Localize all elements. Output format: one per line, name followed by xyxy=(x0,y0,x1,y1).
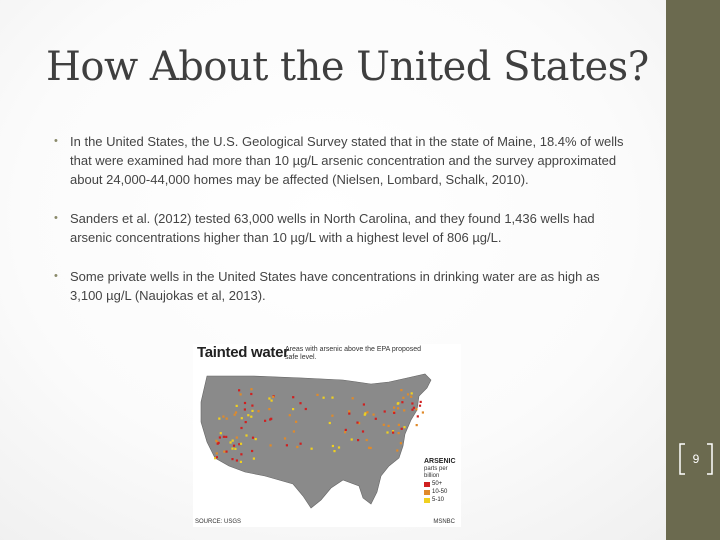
arsenic-dot xyxy=(316,394,318,396)
legend-swatch xyxy=(424,482,430,487)
map-source: SOURCE: USGS xyxy=(195,519,242,525)
arsenic-dot xyxy=(331,415,333,417)
arsenic-dot xyxy=(272,396,274,398)
arsenic-dot xyxy=(236,459,238,461)
bullet-text: In the United States, the U.S. Geological Survey stated that in the state of Maine, 18.4% of wells that were examined had more than 10 µg/L arsenic concentration and the survey approximated about 24,000-44,000 homes may be affected (Nielsen, Lombard, Schalk, 2010). xyxy=(70,134,624,187)
map-title: Tainted water xyxy=(197,344,289,361)
arsenic-dot xyxy=(357,439,359,441)
arsenic-dot xyxy=(292,396,294,398)
arsenic-dot xyxy=(311,448,313,450)
arsenic-dot xyxy=(250,393,252,395)
arsenic-dot xyxy=(411,409,413,411)
arsenic-dot xyxy=(396,449,398,451)
us-outline-shape xyxy=(201,374,431,508)
arsenic-dot xyxy=(240,443,242,445)
arsenic-dot xyxy=(329,422,331,424)
arsenic-dot xyxy=(344,431,346,433)
arsenic-dot xyxy=(416,424,418,426)
arsenic-dot xyxy=(398,432,400,434)
us-map-graphic xyxy=(193,362,461,527)
page-number-badge xyxy=(676,442,716,476)
arsenic-dot xyxy=(284,437,286,439)
arsenic-dot xyxy=(236,405,238,407)
arsenic-dot xyxy=(234,414,236,416)
arsenic-dot xyxy=(402,397,404,399)
arsenic-dot xyxy=(345,429,347,431)
arsenic-dot xyxy=(397,407,399,409)
arsenic-dot xyxy=(240,453,242,455)
bullet-list xyxy=(54,132,634,325)
bullet-dot-icon: • xyxy=(54,135,58,147)
arsenic-dot xyxy=(351,438,353,440)
arsenic-dot xyxy=(231,458,233,460)
arsenic-dot xyxy=(252,437,254,439)
arsenic-dot xyxy=(363,403,365,405)
arsenic-dot xyxy=(240,427,242,429)
arsenic-dot xyxy=(225,451,227,453)
arsenic-dot xyxy=(410,396,412,398)
arsenic-dot xyxy=(384,410,386,412)
arsenic-dot xyxy=(373,414,375,416)
arsenic-dot xyxy=(411,402,413,404)
arsenic-dot xyxy=(397,402,399,404)
arsenic-dot xyxy=(219,436,221,438)
arsenic-dot xyxy=(422,411,424,413)
arsenic-dot xyxy=(415,408,417,410)
arsenic-dot xyxy=(398,424,400,426)
arsenic-dot xyxy=(223,451,225,453)
arsenic-dot xyxy=(292,408,294,410)
arsenic-dot xyxy=(234,448,236,450)
legend-swatch xyxy=(424,498,430,503)
page-number: 9 xyxy=(692,452,700,466)
arsenic-dot xyxy=(222,416,224,418)
bullet-item xyxy=(54,267,634,305)
arsenic-dot xyxy=(300,443,302,445)
arsenic-dot xyxy=(333,450,335,452)
bullet-text: Sanders et al. (2012) tested 63,000 wells in North Carolina, and they found 1,436 wells had arsenic concentrations higher than 10 µg/L with a highest level of 806 µg/L. xyxy=(70,211,595,245)
arsenic-dot xyxy=(253,458,255,460)
arsenic-dot xyxy=(366,439,368,441)
arsenic-dot xyxy=(257,410,259,412)
arsenic-dot xyxy=(270,444,272,446)
arsenic-dot xyxy=(289,414,291,416)
bullet-item xyxy=(54,209,634,247)
arsenic-dot xyxy=(218,418,220,420)
bullet-text: Some private wells in the United States have concentrations in drinking water are as high as 3,100 µg/L (Naujokas et al, 2013). xyxy=(70,269,600,303)
arsenic-dot xyxy=(364,414,366,416)
arsenic-dot xyxy=(401,428,403,430)
arsenic-dot xyxy=(362,430,364,432)
bullet-item xyxy=(54,132,634,189)
arsenic-dot xyxy=(400,442,402,444)
arsenic-dot xyxy=(407,393,409,395)
arsenic-dot xyxy=(383,424,385,426)
arsenic-dot xyxy=(375,418,377,420)
arsenic-dot xyxy=(293,430,295,432)
arsenic-dot xyxy=(251,405,253,407)
arsenic-dot xyxy=(238,389,240,391)
arsenic-dot xyxy=(223,436,225,438)
arsenic-dot xyxy=(269,418,271,420)
arsenic-dot xyxy=(240,461,242,463)
arsenic-dot xyxy=(305,408,307,410)
map-credit: MSNBC xyxy=(433,519,455,525)
arsenic-dot xyxy=(366,411,368,413)
legend-label: 5-10 xyxy=(432,497,445,503)
arsenic-dot xyxy=(264,420,266,422)
arsenic-dot xyxy=(393,412,395,414)
arsenic-map-image xyxy=(193,344,461,527)
arsenic-dot xyxy=(348,410,350,412)
arsenic-dot xyxy=(232,440,234,442)
map-legend xyxy=(424,458,464,504)
arsenic-dot xyxy=(220,432,222,434)
arsenic-dot xyxy=(338,446,340,448)
arsenic-dot xyxy=(245,434,247,436)
arsenic-dot xyxy=(240,393,242,395)
arsenic-dot xyxy=(295,421,297,423)
arsenic-dot xyxy=(236,437,238,439)
arsenic-dot xyxy=(244,402,246,404)
slide-title: How About the United States? xyxy=(46,44,649,90)
arsenic-dot xyxy=(250,416,252,418)
arsenic-dot xyxy=(356,422,358,424)
legend-label: 10-50 xyxy=(432,489,448,495)
arsenic-dot xyxy=(250,388,252,390)
legend-item xyxy=(424,496,464,504)
arsenic-dot xyxy=(251,410,253,412)
arsenic-dot xyxy=(268,397,270,399)
arsenic-dot xyxy=(388,425,390,427)
arsenic-dot xyxy=(233,445,235,447)
arsenic-dot xyxy=(352,397,354,399)
arsenic-dot xyxy=(225,436,227,438)
bullet-dot-icon: • xyxy=(54,270,58,282)
legend-swatch xyxy=(424,490,430,495)
arsenic-dot xyxy=(241,417,243,419)
arsenic-dot xyxy=(231,448,233,450)
arsenic-dot xyxy=(226,418,228,420)
arsenic-dot xyxy=(245,421,247,423)
arsenic-dot xyxy=(393,407,395,409)
arsenic-dot xyxy=(271,400,273,402)
arsenic-dot xyxy=(401,401,403,403)
arsenic-dot xyxy=(255,438,257,440)
arsenic-dot xyxy=(299,402,301,404)
arsenic-dot xyxy=(403,409,405,411)
arsenic-dot xyxy=(286,444,288,446)
arsenic-dot xyxy=(331,397,333,399)
legend-item xyxy=(424,480,464,488)
arsenic-dot xyxy=(230,441,232,443)
arsenic-dot xyxy=(392,432,394,434)
arsenic-dot xyxy=(413,407,415,409)
arsenic-dot xyxy=(420,401,422,403)
arsenic-dot xyxy=(216,452,218,454)
arsenic-dot xyxy=(332,445,334,447)
legend-label: 50+ xyxy=(432,481,443,487)
arsenic-dot xyxy=(216,456,218,458)
arsenic-dot xyxy=(323,397,325,399)
legend-item xyxy=(424,488,464,496)
arsenic-dot xyxy=(411,392,413,394)
arsenic-dot xyxy=(247,414,249,416)
arsenic-dot xyxy=(235,411,237,413)
arsenic-dot xyxy=(403,426,405,428)
arsenic-dot xyxy=(215,440,217,442)
legend-title: ARSENIC xyxy=(424,458,456,465)
arsenic-dot xyxy=(368,447,370,449)
arsenic-dot xyxy=(419,405,421,407)
arsenic-dot xyxy=(400,389,402,391)
arsenic-dot xyxy=(218,442,220,444)
arsenic-dot xyxy=(386,431,388,433)
legend-subtitle: parts per billion xyxy=(424,466,448,479)
arsenic-dot xyxy=(348,413,350,415)
map-subtitle: Areas with arsenic above the EPA proposed safe level. xyxy=(285,346,422,361)
arsenic-dot xyxy=(268,408,270,410)
bullet-dot-icon: • xyxy=(54,212,58,224)
arsenic-dot xyxy=(296,446,298,448)
arsenic-dot xyxy=(251,450,253,452)
arsenic-dot xyxy=(417,415,419,417)
arsenic-dot xyxy=(244,408,246,410)
